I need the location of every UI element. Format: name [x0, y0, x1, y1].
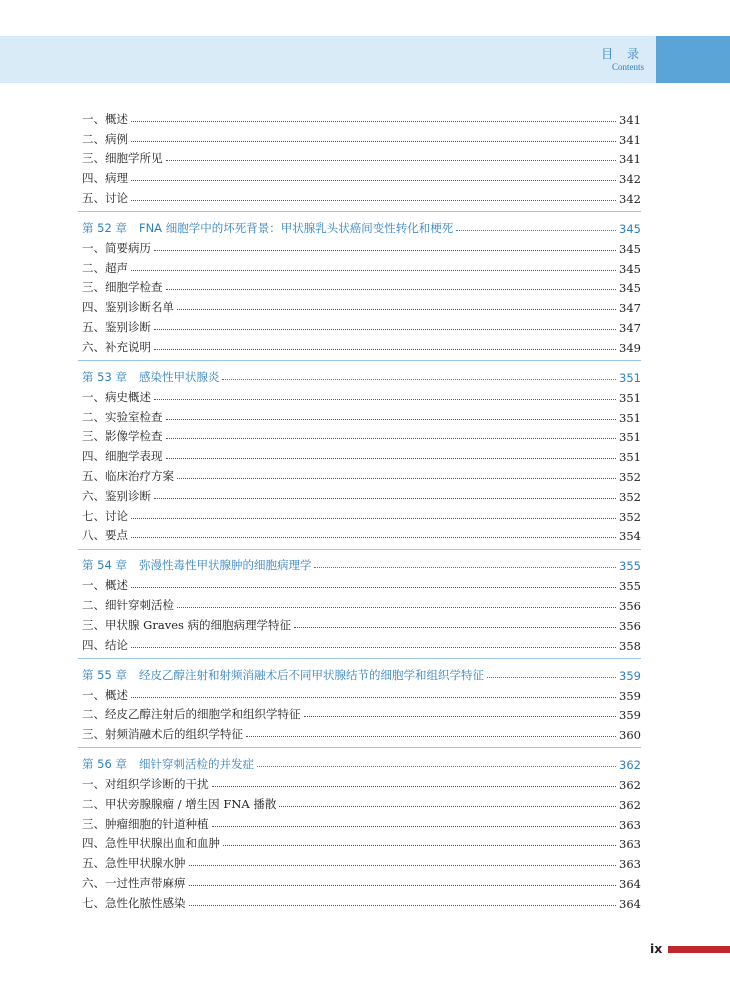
toc-entry[interactable] — [82, 444, 641, 464]
page-ref: 362 — [619, 777, 641, 792]
dot-leader — [279, 806, 616, 807]
page-ref: 360 — [619, 728, 641, 743]
dot-leader — [189, 905, 617, 906]
toc-chapter-entry[interactable] — [82, 752, 641, 772]
page-ref: 359 — [619, 668, 641, 683]
dot-leader — [212, 786, 617, 787]
toc-entry[interactable] — [82, 613, 641, 633]
chapter-heading — [82, 220, 453, 236]
section-label: 四、鉴别诊断名单 — [82, 300, 174, 315]
dot-leader — [131, 537, 616, 538]
page-ref: 359 — [619, 688, 641, 703]
page-ref: 347 — [619, 301, 641, 316]
toc-entry[interactable] — [82, 335, 641, 355]
page-ref: 351 — [619, 410, 641, 425]
section-label: 四、结论 — [82, 637, 128, 652]
toc-entry[interactable] — [82, 484, 641, 504]
dot-leader — [189, 885, 617, 886]
toc-chapter-entry[interactable] — [82, 216, 641, 236]
dot-leader — [456, 230, 616, 231]
page-ref: 355 — [619, 559, 641, 574]
dot-leader — [131, 587, 616, 588]
page-number: ix — [650, 941, 663, 956]
chapter-heading — [82, 756, 254, 772]
toc-entry[interactable] — [82, 871, 641, 891]
page-ref: 364 — [619, 896, 641, 911]
page-ref: 358 — [619, 638, 641, 653]
dot-leader — [166, 419, 617, 420]
chapter-divider — [78, 747, 641, 748]
toc-entry[interactable] — [82, 385, 641, 405]
section-label: 二、经皮乙醇注射后的细胞学和组织学特征 — [82, 707, 301, 722]
section-label: 一、概述 — [82, 111, 128, 126]
toc-entry[interactable] — [82, 891, 641, 911]
dot-leader — [189, 865, 617, 866]
page-ref: 345 — [619, 222, 641, 237]
dot-leader — [166, 160, 617, 161]
toc-entry[interactable] — [82, 703, 641, 723]
toc-entry[interactable] — [82, 147, 641, 167]
dot-leader — [131, 141, 616, 142]
dot-leader — [314, 567, 616, 568]
page-ref: 347 — [619, 321, 641, 336]
page-ref: 356 — [619, 599, 641, 614]
page-ref: 345 — [619, 241, 641, 256]
page-ref: 341 — [619, 112, 641, 127]
header-accent-block — [656, 36, 730, 83]
toc-entry[interactable] — [82, 256, 641, 276]
toc-entry[interactable] — [82, 812, 641, 832]
dot-leader — [304, 716, 617, 717]
section-label: 二、超声 — [82, 260, 128, 275]
chapter-heading — [82, 667, 484, 683]
section-label: 六、一过性声带麻痹 — [82, 875, 186, 890]
chapter-title: 感染性甲状腺炎 — [138, 369, 220, 384]
page-ref: 341 — [619, 152, 641, 167]
page-ref: 363 — [619, 817, 641, 832]
dot-leader — [131, 697, 616, 698]
page-ref: 342 — [619, 172, 641, 187]
chapter-heading — [82, 369, 219, 385]
chapter-divider — [78, 360, 641, 361]
page-ref: 349 — [619, 340, 641, 355]
page-ref: 341 — [619, 132, 641, 147]
toc-entry[interactable] — [82, 276, 641, 296]
toc-entry[interactable] — [82, 107, 641, 127]
section-label: 三、肿瘤细胞的针道种植 — [82, 816, 209, 831]
dot-leader — [222, 379, 616, 380]
toc-entry[interactable] — [82, 633, 641, 653]
chapter-title: 经皮乙醇注射和射频消融术后不同甲状腺结节的细胞学和组织学特征 — [138, 667, 484, 682]
section-label: 一、概述 — [82, 687, 128, 702]
toc-chapter-entry[interactable] — [82, 554, 641, 574]
section-label: 五、急性甲状腺水肿 — [82, 856, 186, 871]
section-label: 四、病理 — [82, 171, 128, 186]
chapter-divider — [78, 658, 641, 659]
section-label: 六、鉴别诊断 — [82, 488, 151, 503]
dot-leader — [154, 399, 616, 400]
page-ref: 359 — [619, 708, 641, 723]
chapter-heading — [82, 557, 311, 573]
section-label: 二、实验室检查 — [82, 409, 163, 424]
dot-leader — [131, 647, 616, 648]
header-subtitle: Contents — [611, 62, 644, 72]
toc-entry[interactable] — [82, 504, 641, 524]
chapter-number: 第 53 章 — [82, 369, 127, 384]
toc-entry[interactable] — [82, 186, 641, 206]
dot-leader — [154, 329, 616, 330]
dot-leader — [177, 478, 616, 479]
chapter-number: 第 56 章 — [82, 757, 127, 772]
toc-entry[interactable] — [82, 166, 641, 186]
dot-leader — [154, 349, 616, 350]
dot-leader — [223, 845, 616, 846]
toc-entry[interactable] — [82, 315, 641, 335]
page-ref: 352 — [619, 489, 641, 504]
page-header — [0, 36, 730, 83]
section-label: 三、射频消融术后的组织学特征 — [82, 727, 243, 742]
page-ref: 352 — [619, 469, 641, 484]
section-label: 二、甲状旁腺腺瘤 / 增生因 FNA 播散 — [82, 796, 277, 811]
section-label: 五、临床治疗方案 — [82, 468, 174, 483]
section-label: 三、细胞学检查 — [82, 280, 163, 295]
page-ref: 355 — [619, 579, 641, 594]
dot-leader — [257, 766, 616, 767]
page-ref: 356 — [619, 618, 641, 633]
section-label: 二、细针穿刺活检 — [82, 598, 174, 613]
toc-entry[interactable] — [82, 405, 641, 425]
page-ref: 362 — [619, 758, 641, 773]
section-label: 一、对组织学诊断的干扰 — [82, 776, 209, 791]
section-label: 一、简要病历 — [82, 240, 151, 255]
chapter-title: FNA 细胞学中的坏死背景：甲状腺乳头状癌间变性转化和梗死 — [138, 221, 454, 236]
footer-accent-bar — [668, 946, 730, 953]
toc-entry[interactable] — [82, 722, 641, 742]
dot-leader — [131, 180, 616, 181]
dot-leader — [246, 736, 616, 737]
page-ref: 351 — [619, 390, 641, 405]
chapter-number: 第 52 章 — [82, 221, 127, 236]
section-label: 六、补充说明 — [82, 339, 151, 354]
section-label: 三、影像学检查 — [82, 429, 163, 444]
page-ref: 354 — [619, 529, 641, 544]
page-ref: 351 — [619, 430, 641, 445]
section-label: 三、细胞学所见 — [82, 151, 163, 166]
dot-leader — [166, 438, 617, 439]
section-label: 一、病史概述 — [82, 389, 151, 404]
toc-entry[interactable] — [82, 524, 641, 544]
section-label: 一、概述 — [82, 578, 128, 593]
dot-leader — [487, 677, 616, 678]
page-ref: 362 — [619, 797, 641, 812]
page-ref: 351 — [619, 450, 641, 465]
dot-leader — [166, 458, 617, 459]
chapter-title: 弥漫性毒性甲状腺肿的细胞病理学 — [138, 558, 312, 573]
dot-leader — [177, 309, 616, 310]
dot-leader — [154, 498, 616, 499]
section-label: 四、急性甲状腺出血和血肿 — [82, 836, 220, 851]
chapter-number: 第 55 章 — [82, 667, 127, 682]
toc-entry[interactable] — [82, 573, 641, 593]
toc-entry[interactable] — [82, 127, 641, 147]
toc-entry[interactable] — [82, 832, 641, 852]
page-ref: 342 — [619, 191, 641, 206]
dot-leader — [177, 607, 616, 608]
chapter-number: 第 54 章 — [82, 558, 127, 573]
page-ref: 363 — [619, 857, 641, 872]
dot-leader — [154, 250, 616, 251]
toc-entry[interactable] — [82, 792, 641, 812]
toc-entry[interactable] — [82, 683, 641, 703]
section-label: 三、甲状腺 Graves 病的细胞病理学特征 — [82, 617, 292, 632]
page-ref: 363 — [619, 837, 641, 852]
toc-entry[interactable] — [82, 464, 641, 484]
toc-chapter-entry[interactable] — [82, 663, 641, 683]
dot-leader — [294, 627, 616, 628]
chapter-divider — [78, 211, 641, 212]
page-ref: 352 — [619, 509, 641, 524]
toc-entry[interactable] — [82, 772, 641, 792]
section-label: 八、要点 — [82, 528, 128, 543]
section-label: 五、讨论 — [82, 190, 128, 205]
chapter-divider — [78, 549, 641, 550]
dot-leader — [131, 121, 616, 122]
section-label: 七、急性化脓性感染 — [82, 895, 186, 910]
page-ref: 364 — [619, 876, 641, 891]
toc-chapter-entry[interactable] — [82, 365, 641, 385]
page-ref: 351 — [619, 370, 641, 385]
page-ref: 345 — [619, 261, 641, 276]
section-label: 七、讨论 — [82, 508, 128, 523]
header-title: 目 录 — [601, 47, 644, 61]
dot-leader — [212, 826, 617, 827]
toc-entry[interactable] — [82, 236, 641, 256]
toc-entry[interactable] — [82, 851, 641, 871]
chapter-title: 细针穿刺活检的并发症 — [138, 757, 254, 772]
page-ref: 345 — [619, 281, 641, 296]
section-label: 二、病例 — [82, 131, 128, 146]
toc-entry[interactable] — [82, 425, 641, 445]
toc-entry[interactable] — [82, 593, 641, 613]
table-of-contents — [82, 107, 641, 911]
dot-leader — [166, 289, 617, 290]
dot-leader — [131, 518, 616, 519]
section-label: 四、细胞学表现 — [82, 449, 163, 464]
dot-leader — [131, 200, 616, 201]
section-label: 五、鉴别诊断 — [82, 320, 151, 335]
toc-entry[interactable] — [82, 295, 641, 315]
dot-leader — [131, 270, 616, 271]
